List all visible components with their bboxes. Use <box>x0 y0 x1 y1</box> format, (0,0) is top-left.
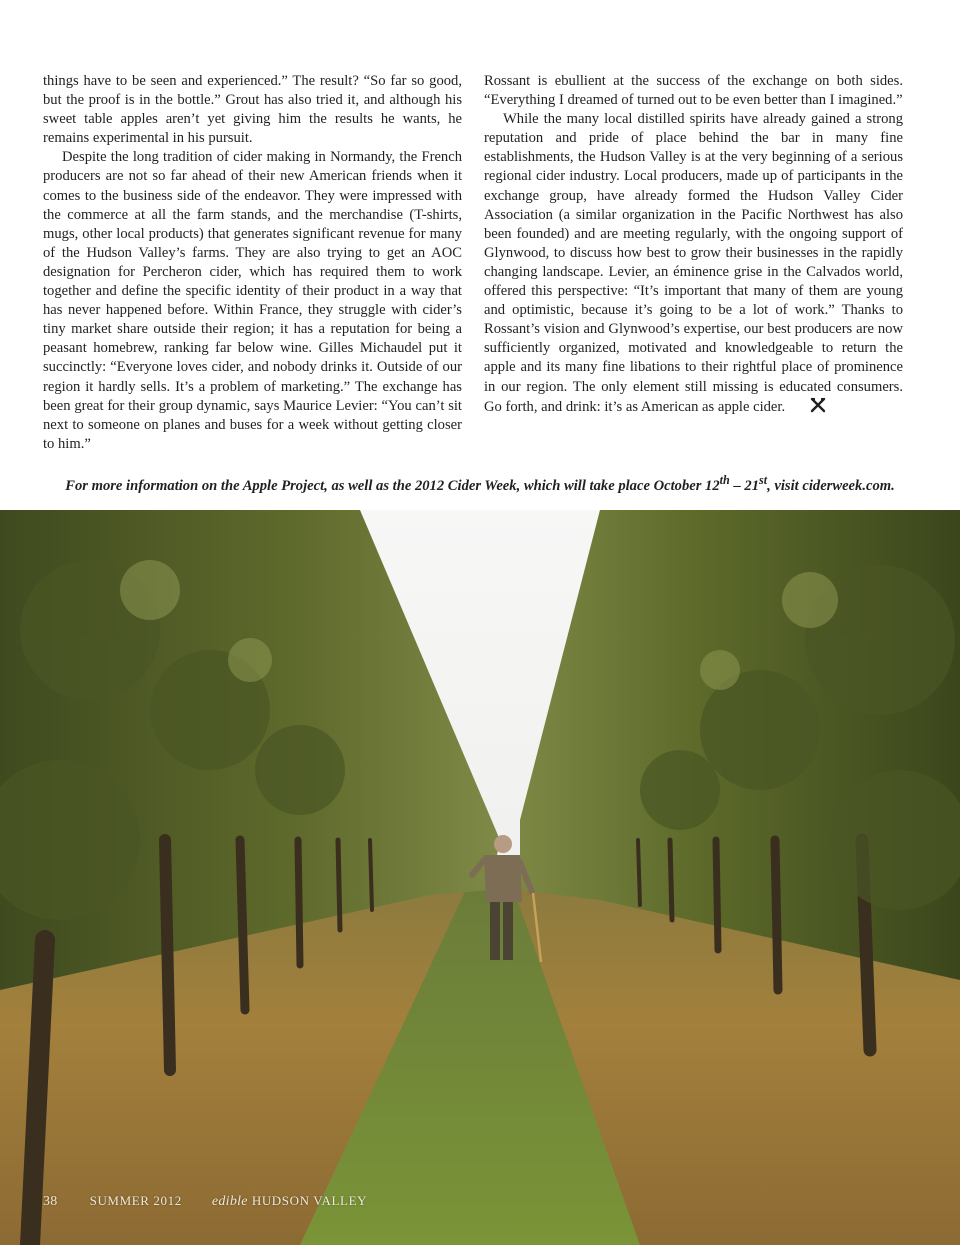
orchard-photo <box>0 510 960 1245</box>
article-column-right <box>484 72 903 462</box>
issue-season: SUMMER 2012 <box>89 1193 182 1208</box>
page-footer <box>43 1193 367 1213</box>
brand-name: HUDSON VALLEY <box>251 1193 368 1208</box>
paragraph: Despite the long tradition of cider making in Normandy, the French producers are not so far ahead of their new American friends when it comes to the business side of the endeavor. They were impressed with the commerce at all the farm stands, and the merchandise (T-shirts, mugs, other local products) that generates significant revenue for many of the Hudson Valley’s farms. They are also trying to get an AOC designation for Percheron cider, which has required them to work together and define the specific identity of their product in a way that has never happened before. Within France, they struggle with cider’s tiny market share outside their region; it has a reputation for being a peasant homebrew, ranking far below wine. Gilles Michaudel put it succinctly: “Everyone loves cider, and nobody drinks it. Outside of our region it hardly sells. It’s a problem of marketing.” The exchange has been great for their group dynamic, says Maurice Levier: “You can’t sit next to someone on planes and buses for a week without getting closer to him.” <box>43 149 462 452</box>
caption-text: For more information on the Apple Project, as well as the 2012 Cider Week, which will take place October 12 <box>65 477 720 494</box>
caption-superscript: st <box>758 473 768 487</box>
crossed-utensils-icon <box>791 397 826 419</box>
brand-prefix: edible <box>211 1194 248 1209</box>
paragraph <box>484 110 903 419</box>
info-caption <box>20 470 940 496</box>
caption-text: – 21 <box>729 477 759 494</box>
paragraph: things have to be seen and experienced.” The result? “So far so good, but the proof is in the bottle.” Grout has also tried it, and although his sweet table apples aren’t yet giving him the results he wants, he remains experimental in his pursuit. <box>43 73 462 147</box>
article-body <box>43 72 903 462</box>
page-number: 38 <box>43 1194 58 1209</box>
article-column-left <box>43 72 462 462</box>
paragraph-text: While the many local distilled spirits have already gained a strong reputation and pride of place behind the bar in many fine establishments, the Hudson Valley is at the very beginning of a serious regional cider industry. Local producers, made up of participants in the exchange group, have already formed the Hudson Valley Cider Association (a similar organization in the Pacific Northwest has also been founded) and are meeting regularly, with the ongoing support of Glynwood, to discuss how best to grow their businesses in the rapidly changing landscape. Levier, an éminence grise in the Calvados world, offered this perspective: “It’s important that many of them are young and optimistic, because it’s going to be a lot of work.” Thanks to Rossant’s vision and Glynwood’s expertise, our best producers are now sufficiently organized, motivated and knowledgeable to return the apple and its many fine libations to their rightful place of prominence in our region. The only element still missing is educated consumers. Go forth, and drink: it’s as American as apple cider. <box>484 111 903 415</box>
orchard-illustration <box>0 510 960 1245</box>
paragraph: Rossant is ebullient at the success of the exchange on both sides. “Everything I dreamed of turned out to be even better than I imagined.” <box>484 73 903 109</box>
caption-text: , visit ciderweek.com. <box>767 477 895 494</box>
caption-superscript: th <box>719 473 730 487</box>
